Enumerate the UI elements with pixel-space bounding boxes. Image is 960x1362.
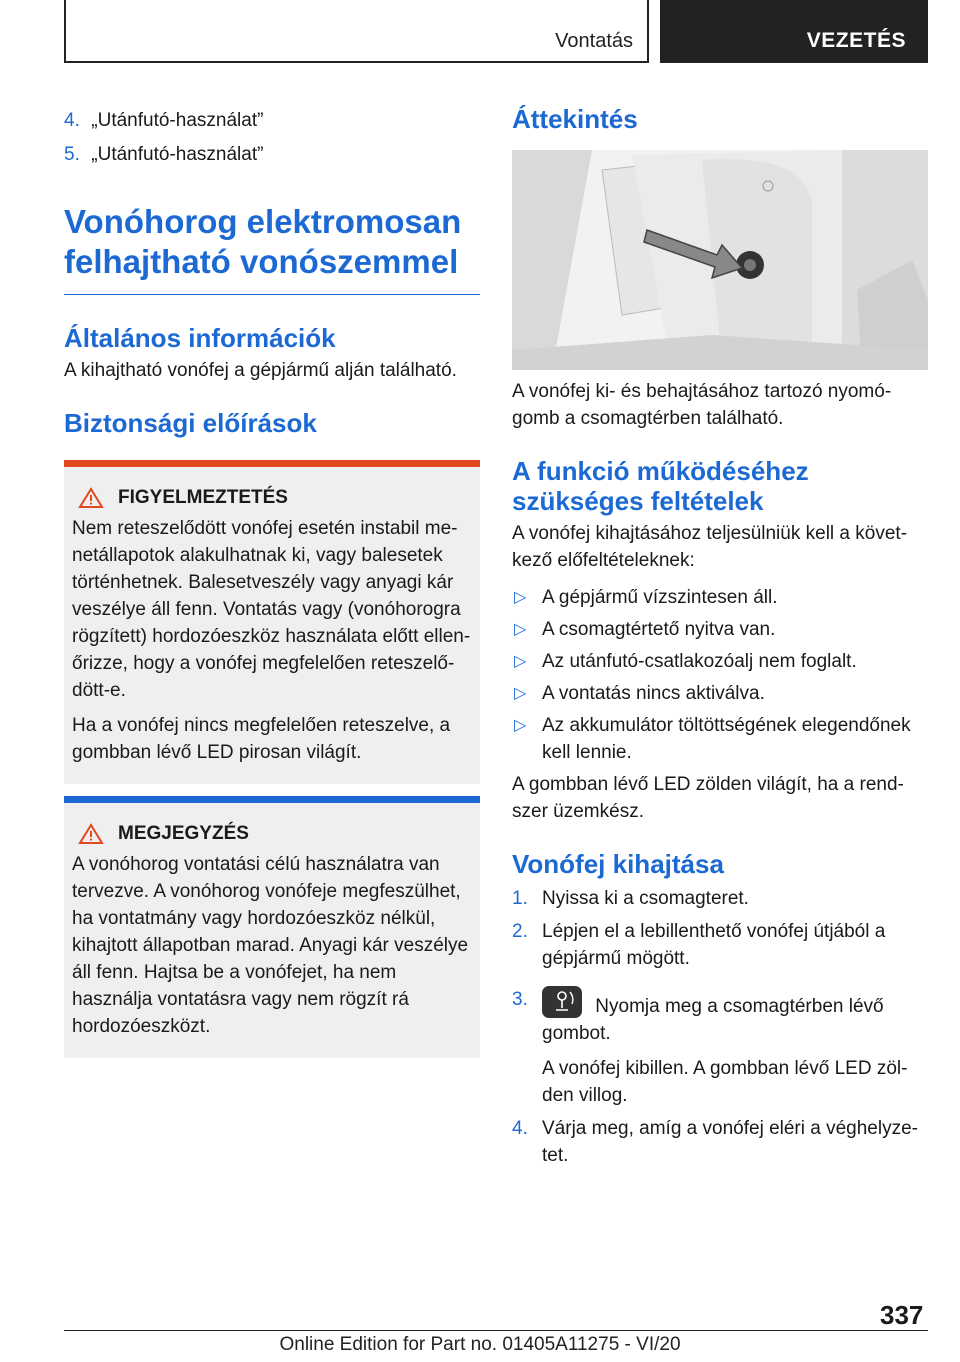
reference-number: 5.	[64, 144, 80, 165]
note-paragraph: A vonóhorog vontatási célú használatra van tervezve. A vonóhorog vonófeje megfeszülhet, ha vontatmány vagy hordozóeszköz nélkül, kihajtott állapotban marad. Anyagi kár veszélye áll fenn. Hajtsa be a vonófejet, ha nem használja vontatásra vagy nem rögzít rá hordozóeszközt.	[72, 854, 469, 1037]
header-chapter-tab	[660, 0, 928, 63]
reference-list	[64, 104, 480, 172]
step-item	[512, 918, 928, 972]
reference-item	[64, 138, 480, 172]
reference-number: 4.	[64, 110, 80, 131]
reference-link[interactable]: „Utánfutó-használat”	[91, 144, 264, 165]
reference-item	[64, 104, 480, 138]
warning-triangle-icon	[78, 823, 104, 845]
warning-title-row	[72, 487, 472, 509]
step-item	[512, 885, 928, 912]
warning-paragraph-led: Ha a vonófej nincs megfelelően reteszelve, a gombban lévő LED pirosan világít.	[72, 715, 451, 763]
reference-link[interactable]: „Utánfutó-használat”	[91, 110, 264, 131]
list-item	[512, 648, 928, 675]
step-item	[512, 986, 928, 1109]
footer-divider	[64, 1330, 928, 1331]
list-item	[512, 680, 928, 707]
triangle-bullet-icon: ▷	[514, 717, 527, 734]
warning-paragraph: Nem reteszelődött vonófej esetén instabil menetállapotok alakulhatnak ki, vagy balesetek történhetnek. Balesetveszély vagy anyagi kár veszélye áll fenn. Vontatás vagy (vonóhorogra rögzített) hordozóeszköz használata előtt ellenőrizze, hogy a vonófej megfelelően reteszelődött-e.	[72, 518, 471, 701]
requirements-heading: A funkció működéséhez szükséges feltételek	[512, 456, 809, 516]
page-title: Vonóhorog elektromosan felhajtható vonószemmel	[64, 202, 480, 295]
list-item-text: Az akkumulátor töltöttségének elegendőnek kell lennie.	[542, 715, 911, 763]
step-number: 4.	[512, 1118, 528, 1139]
header-section-title: Vontatás	[555, 30, 633, 52]
header-section-box	[64, 0, 649, 63]
note-title: MEGJEGYZÉS	[118, 823, 249, 844]
triangle-bullet-icon: ▷	[514, 589, 527, 606]
step-number: 2.	[512, 921, 528, 942]
safety-heading: Biztonsági előírások	[64, 408, 317, 438]
step-number: 1.	[512, 888, 528, 909]
requirements-list	[512, 584, 928, 766]
note-title-row	[72, 823, 472, 845]
step-text: Nyomja meg a csomagtérben lévő gombot.	[542, 996, 884, 1044]
left-column	[64, 100, 480, 1058]
warning-title: FIGYELMEZTETÉS	[118, 487, 288, 508]
warning-box	[64, 460, 480, 784]
note-box	[64, 796, 480, 1058]
footer-edition: Online Edition for Part no. 01405A11275 - VI/20	[279, 1334, 681, 1355]
requirements-outro: A gombban lévő LED zölden világít, ha a rendszer üzemkész.	[512, 774, 904, 822]
list-item-text: A vontatás nincs aktiválva.	[542, 683, 765, 704]
list-item-text: A gépjármű vízszintesen áll.	[542, 587, 778, 608]
list-item	[512, 616, 928, 643]
step-item	[512, 1115, 928, 1169]
extend-steps	[512, 885, 928, 1169]
right-column	[512, 100, 928, 1175]
step-text: Lépjen el a lebillenthető vonófej útjából a gépjármű mögött.	[542, 921, 886, 969]
step-subtext: A vonófej kibillen. A gombban lévő LED zölden villog.	[542, 1058, 908, 1106]
list-item-text: A csomagtértető nyitva van.	[542, 619, 776, 640]
list-item	[512, 712, 928, 766]
triangle-bullet-icon: ▷	[514, 653, 527, 670]
requirements-intro: A vonófej kihajtásához teljesülniük kell a következő előfeltételeknek:	[512, 523, 908, 571]
step-text: Várja meg, amíg a vonófej eléri a véghelyzetet.	[542, 1118, 918, 1166]
general-info-text: A kihajtható vonófej a gépjármű alján található.	[64, 360, 457, 381]
triangle-bullet-icon: ▷	[514, 685, 527, 702]
header-chapter-title: VEZETÉS	[806, 29, 906, 52]
list-item-text: Az utánfutó-csatlakozóalj nem foglalt.	[542, 651, 857, 672]
trunk-button-photo	[512, 150, 928, 370]
extend-heading: Vonófej kihajtása	[512, 849, 724, 879]
step-text: Nyissa ki a csomagteret.	[542, 888, 749, 909]
photo-caption: A vonófej ki- és behajtásához tartozó nyomógomb a csomagtérben található.	[512, 381, 892, 429]
warning-triangle-icon	[78, 487, 104, 509]
step-number: 3.	[512, 989, 528, 1010]
tow-hitch-button-icon	[542, 986, 582, 1018]
general-info-heading: Általános információk	[64, 323, 336, 353]
list-item	[512, 584, 928, 611]
triangle-bullet-icon: ▷	[514, 621, 527, 638]
page-number: 337	[880, 1300, 924, 1330]
overview-heading: Áttekintés	[512, 104, 638, 134]
